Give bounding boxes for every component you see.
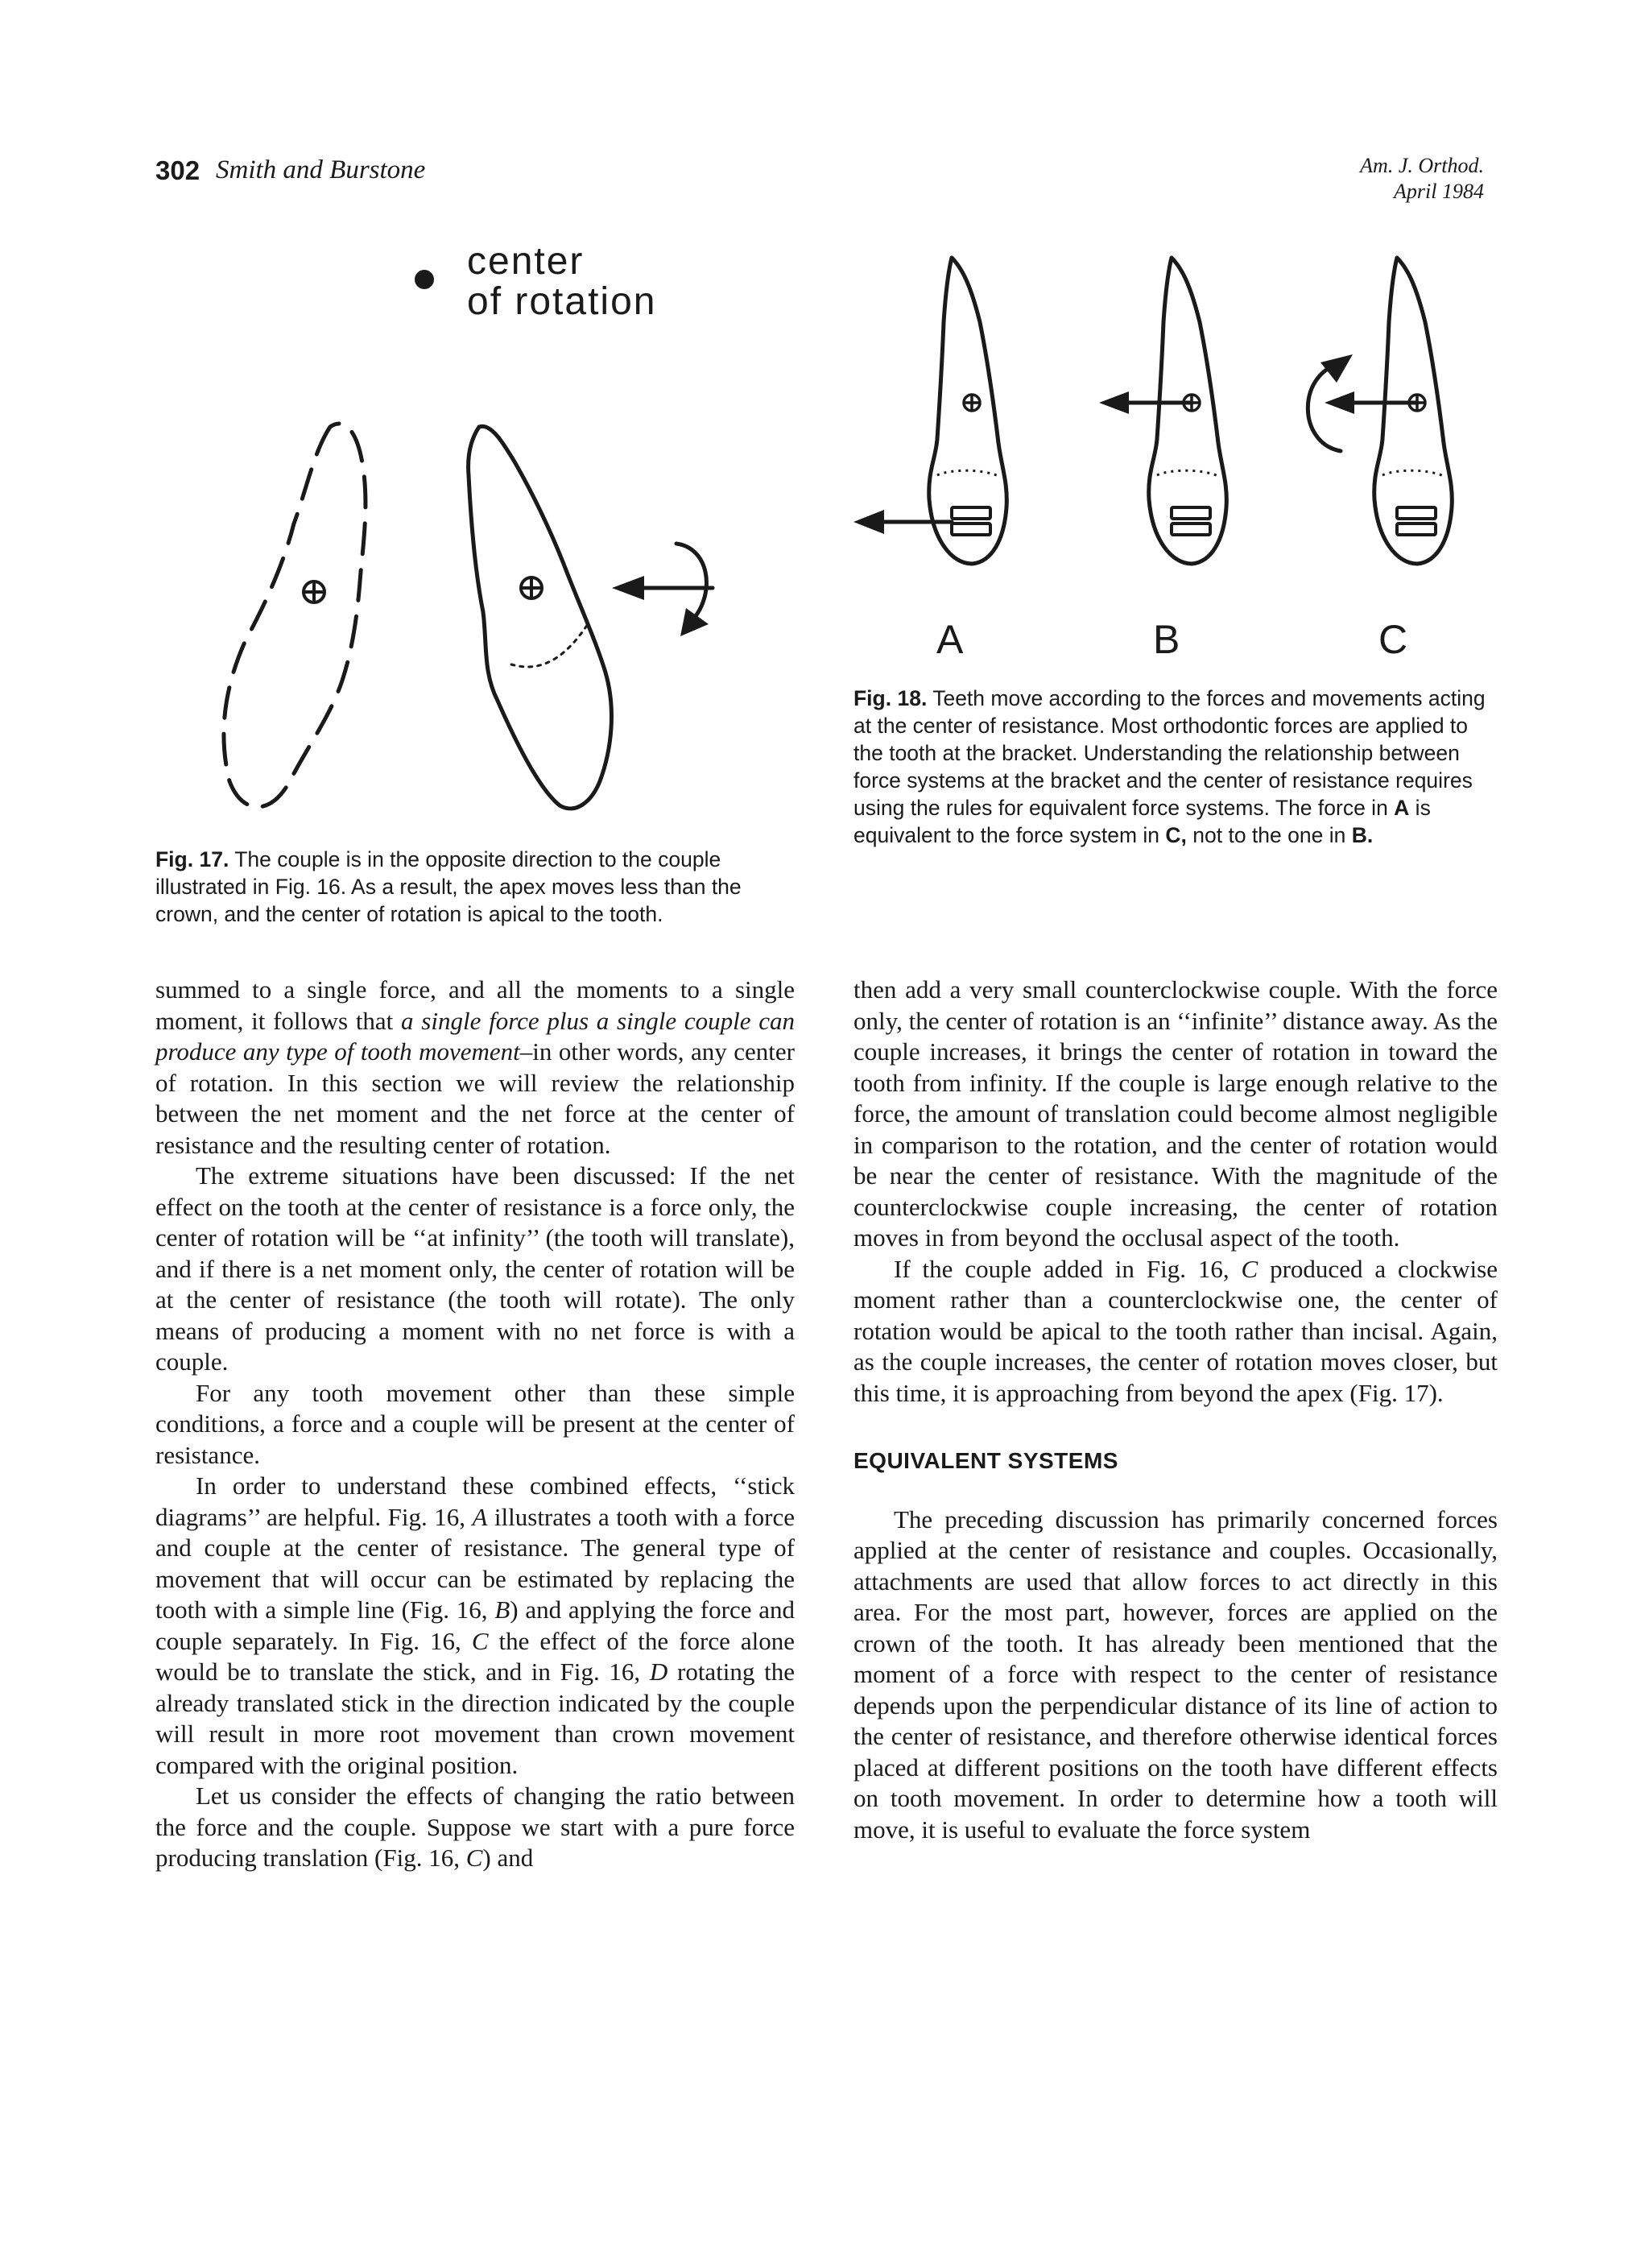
arrowhead-curve: [680, 608, 709, 636]
paragraph: [853, 1254, 1498, 1409]
center-of-resistance-icon-dashed: [304, 581, 324, 602]
label-line-2: of rotation: [467, 280, 657, 323]
italic-text: C: [471, 1626, 489, 1655]
caption-bold: C,: [1165, 823, 1187, 847]
running-head-journal: [1360, 153, 1484, 205]
italic-text: C: [1241, 1254, 1258, 1283]
text-run: In order to understand these combined effects, ‘‘stick diagrams’’ are helpful. Fig. 16,: [155, 1471, 795, 1531]
cemento-enamel-line: [511, 624, 588, 667]
italic-text: a single force plus a single couple can produce any type of tooth movement: [155, 1006, 795, 1066]
running-head-authors: Smith and Burstone: [216, 155, 426, 184]
text-run: illustrates a tooth with a force and couple at the center of resistance. The general type of movement that will occur can be estimated by replacing the tooth with a simple line (Fig. 16,: [155, 1502, 795, 1624]
panel-label-c: C: [1378, 617, 1408, 662]
text-run: –in other words, any center of rotation. In this section we will review the relationship between the net moment and the net force at the center of resistance and the resulting center of rotation.: [155, 1037, 795, 1159]
section-heading: EQUIVALENT SYSTEMS: [853, 1448, 1118, 1473]
text-run: Let us consider the effects of changing the ratio between the force and the couple. Suppose we start with a pure force producing translation (Fig. 16,: [155, 1782, 795, 1872]
caption-bold: A: [1394, 796, 1410, 820]
italic-text: B: [494, 1595, 510, 1624]
panel-label-b: B: [1153, 617, 1180, 662]
figure-18-caption-text: is equivalent to the force system in: [853, 796, 1431, 847]
figure-18-caption-text: not to the one in: [1186, 823, 1352, 847]
page-number: 302: [155, 155, 200, 185]
text-run: produced a clockwise moment rather than a counterclockwise one, the center of rotation would be apical to the tooth rather than incisal. Again, as the couple increases, the center of rotation moves closer, but this time, it is approaching from beyond the apex (Fig. 17).: [853, 1254, 1498, 1407]
italic-text: C: [465, 1844, 483, 1872]
center-of-resistance-icon: [521, 577, 542, 598]
text-run: the effect of the force alone would be to translate the stick, and in Fig. 16,: [155, 1626, 796, 1686]
figure-18-caption-text: Teeth move according to the forces and movements acting at the center of resistance. Most orthodontic forces are applied to the tooth at the bracket. Understanding the relationship between force systems at the bracket and the center of resistance requires using the rules for equivalent force systems. The force in: [853, 686, 1486, 820]
solid-tooth-outline: [469, 426, 612, 809]
paragraph: [155, 1471, 795, 1781]
caption-bold: B.: [1351, 823, 1374, 847]
journal-name: Am. J. Orthod.: [1360, 154, 1484, 177]
right-column: [853, 975, 1498, 1845]
italic-text: D: [649, 1658, 668, 1686]
figure-18-caption: [853, 685, 1498, 849]
figure-17-caption-label: Fig. 17.: [155, 847, 229, 871]
text-run: summed to a single force, and all the moments to a single moment, it follows that: [155, 975, 795, 1035]
text-run: ) and applying the force and couple separately. In Fig. 16,: [155, 1595, 795, 1655]
center-of-rotation-dot: [415, 270, 434, 289]
paragraph: The preceding discussion has primarily concerned forces applied at the center of resistance and couples. Occasionally, attachments are used that allow forces to act directly in this area. For the most part, however, forces are applied on the crown of the tooth. It has already been mentioned that the moment of a force with respect to the center of resistance depends upon the perpendicular distance of its line of action to the center of resistance, and therefore otherwise identical forces placed at different positions on the tooth have different effects on tooth movement. In order to determine how a tooth will move, it is useful to evaluate the force system: [853, 1504, 1498, 1844]
figure-17-caption: [155, 846, 795, 928]
italic-text: A: [472, 1502, 488, 1531]
dashed-tooth-outline: [224, 424, 366, 807]
figure-18-caption-label: Fig. 18.: [853, 686, 928, 710]
text-run: If the couple added in Fig. 16,: [894, 1254, 1242, 1283]
journal-date: April 1984: [1394, 180, 1484, 203]
center-of-rotation-label: [221, 242, 656, 322]
tooth-a: [929, 258, 1007, 564]
left-column: [155, 975, 795, 1874]
paragraph: [155, 975, 795, 1161]
tooth-b: [1149, 258, 1227, 564]
text-run: rotating the already translated stick in the direction indicated by the couple will result in more root movement than crown movement compared with the original position.: [155, 1658, 795, 1779]
paragraph: For any tooth movement other than these simple conditions, a force and a couple will be present at the center of resistance.: [155, 1378, 795, 1469]
figure-17-caption-text: The couple is in the opposite direction to the couple illustrated in Fig. 16. As a result, the apex moves less than the crown, and the center of rotation is apical to the tooth.: [155, 847, 742, 926]
paragraph: The extreme situations have been discussed: If the net effect on the tooth at the center of resistance is a force only, the center of rotation will be ‘‘at infinity’’ (the tooth will translate), and if there is a net moment only, the center of rotation will be at the center of resistance (the tooth will rotate). The only means of producing a moment with no net force is with a couple.: [155, 1161, 795, 1376]
label-line-1: center: [467, 240, 585, 283]
paragraph: then add a very small counterclockwise couple. With the force only, the center of rotation is an ‘‘infinite’’ distance away. As the couple increases, it brings the center of rotation in toward the tooth from infinity. If the couple is large enough relative to the force, the amount of translation could become almost negligible in comparison to the rotation, and the center of rotation would be near the center of resistance. With the magnitude of the counterclockwise couple increasing, the center of rotation moves in from beyond the occlusal aspect of the tooth.: [853, 975, 1498, 1252]
arrowhead-left: [612, 576, 644, 600]
panel-label-a: A: [936, 617, 964, 662]
text-run: ) and: [482, 1844, 534, 1872]
paragraph: [155, 1781, 795, 1874]
tooth-c: [1374, 258, 1453, 564]
figure-17-illustration: [193, 234, 773, 846]
